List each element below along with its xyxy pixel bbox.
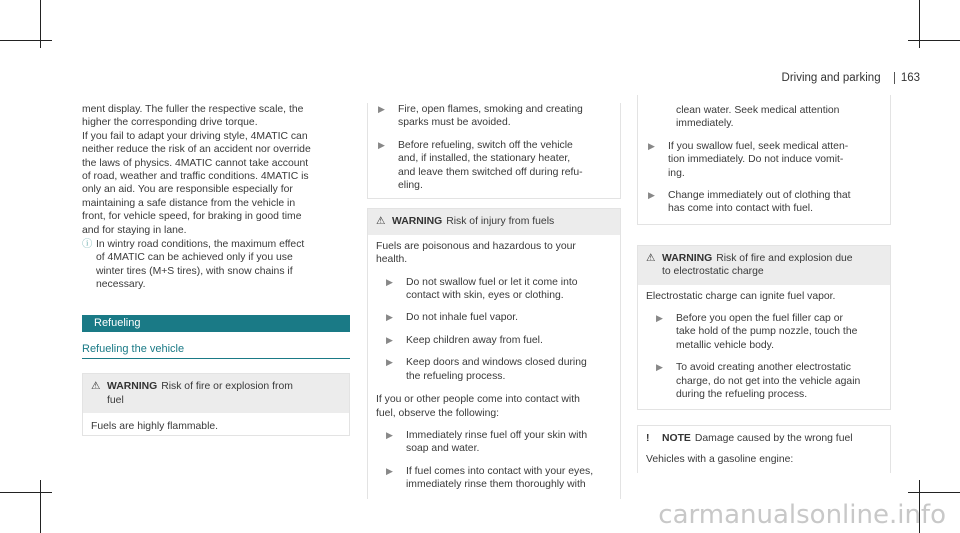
note-header: ! NOTE Damage caused by the wrong fuel xyxy=(638,426,890,451)
list-item: ▶ If you swallow fuel, seek medical atten- tion immediately. Do not induce vomit- ing. xyxy=(648,140,849,179)
paragraph: ment display. The fuller the respective scale, the higher the corresponding drive torque. xyxy=(82,104,304,129)
warning-box xyxy=(637,245,891,410)
subheading: Refueling the vehicle xyxy=(82,343,350,359)
warning-icon: ⚠ xyxy=(376,216,386,228)
column-3 xyxy=(637,95,891,473)
warning-label: WARNING xyxy=(107,381,158,393)
paragraph: If you fail to adapt your driving style, 4MATIC can neither reduce the risk of an accident nor override the laws of physics. 4MATIC cannot take account of road, weather and traffic conditions. 4MATIC is only an aid. You are responsible especially for maintaining a safe distance from the vehicle in front, for vehicle speed, for braking in good time and for staying in lane. xyxy=(82,130,311,236)
arrow-icon: ▶ xyxy=(386,334,393,345)
list-item: ▶ Before you open the fuel filler cap or take hold of the pump nozzle, touch the metallic vehicle body. xyxy=(656,313,858,351)
list-item: ▶ Do not swallow fuel or let it come into contact with skin, eyes or clothing. xyxy=(386,276,578,302)
arrow-icon: ▶ xyxy=(648,140,655,151)
warning-label: WARNING xyxy=(392,216,443,228)
arrow-icon: ▶ xyxy=(386,276,393,287)
warning-header: ⚠ WARNING Risk of fire and explosion due to electrostatic charge xyxy=(638,246,890,285)
list-item: ▶ Immediately rinse fuel off your skin with soap and water. xyxy=(386,429,588,455)
arrow-icon: ▶ xyxy=(386,312,393,323)
warning-body: Electrostatic charge can ignite fuel vapor. ▶ Before you open the fuel filler cap or take hold of the pump nozzle, touch the metallic vehicle body. ▶ To avoid creating another electrostatic charge, do not get into the vehicle again during the refueling process. xyxy=(638,285,890,409)
section-title: Driving and parking xyxy=(781,72,881,84)
list-item: ▶ If fuel comes into contact with your eyes, immediately rinse them thoroughly with xyxy=(386,465,594,491)
list-item: ▶ To avoid creating another electrostatic charge, do not get into the vehicle again during the refueling process. xyxy=(656,362,861,401)
warning-box-continued: clean water. Seek medical attention immediately. ▶ If you swallow fuel, seek medical atten- tion immediately. Do not induce vomit- ing. ▶ Change immediately out of clothing that has come into contact with fuel. xyxy=(637,95,891,225)
column-1 xyxy=(82,103,350,436)
list-item: ▶ Change immediately out of clothing that has come into contact with fuel. xyxy=(648,190,851,215)
arrow-icon: ▶ xyxy=(656,313,663,324)
list-item: ▶ Keep children away from fuel. xyxy=(386,334,543,346)
crop-mark xyxy=(40,480,41,533)
list-item: ▶ Before refueling, switch off the vehicle and, if installed, the stationary heater, and leave them switched off during refu- eling. xyxy=(378,139,583,192)
warning-header: ⚠ WARNING Risk of injury from fuels xyxy=(368,209,620,234)
note-body: Vehicles with a gasoline engine: xyxy=(646,453,794,465)
warning-body: Fuels are poisonous and hazardous to your health. ▶ Do not swallow fuel or let it come into contact with skin, eyes or clothing. ▶ Do not inhale fuel vapor. ▶ Keep children away from fuel. ▶ Keep doors and windows closed during the refueling process. If you or other people come into contact with fuel, observe the following: ▶ Immediately rinse fuel off your skin with soap and water. ▶ If fuel comes into contact with your eyes, immediately rinse them thoroughly with xyxy=(368,235,620,499)
arrow-icon: ▶ xyxy=(386,465,393,476)
column-2 xyxy=(367,95,621,499)
crop-mark xyxy=(908,492,960,493)
page-number: 163 xyxy=(894,72,920,84)
list-item: ▶ Keep doors and windows closed during the refueling process. xyxy=(386,357,587,382)
list-item: ▶ Fire, open flames, smoking and creating sparks must be avoided. xyxy=(378,104,583,129)
note-label: NOTE xyxy=(662,432,691,444)
warning-icon: ⚠ xyxy=(91,381,101,393)
crop-mark xyxy=(0,492,52,493)
arrow-icon: ▶ xyxy=(656,362,663,373)
warning-icon: ⚠ xyxy=(646,252,656,264)
section-banner: Refueling xyxy=(82,315,350,332)
arrow-icon: ▶ xyxy=(378,139,385,150)
arrow-icon: ▶ xyxy=(378,104,385,114)
list-item: ▶ Do not inhale fuel vapor. xyxy=(386,312,519,324)
page-header xyxy=(782,72,920,84)
warning-box xyxy=(367,208,621,498)
note-box xyxy=(637,425,891,474)
warning-box xyxy=(82,373,350,436)
crop-mark xyxy=(0,40,52,41)
crop-mark xyxy=(908,40,960,41)
info-note: ⓘ In wintry road conditions, the maximum effect of 4MATIC can be achieved only if you use winter tires (M+S tires), with snow chains if necessary. xyxy=(82,239,305,291)
warning-body: Fuels are highly flammable. xyxy=(91,420,219,432)
arrow-icon: ▶ xyxy=(386,429,393,440)
watermark: carmanualsonline.info xyxy=(658,500,946,530)
info-icon: ⓘ xyxy=(82,239,93,251)
note-icon: ! xyxy=(646,432,650,444)
warning-header: ⚠ WARNING Risk of fire or explosion from fuel xyxy=(83,374,349,413)
arrow-icon: ▶ xyxy=(386,357,393,368)
warning-box-continued xyxy=(367,103,621,199)
arrow-icon: ▶ xyxy=(648,190,655,201)
warning-label: WARNING xyxy=(662,252,713,264)
